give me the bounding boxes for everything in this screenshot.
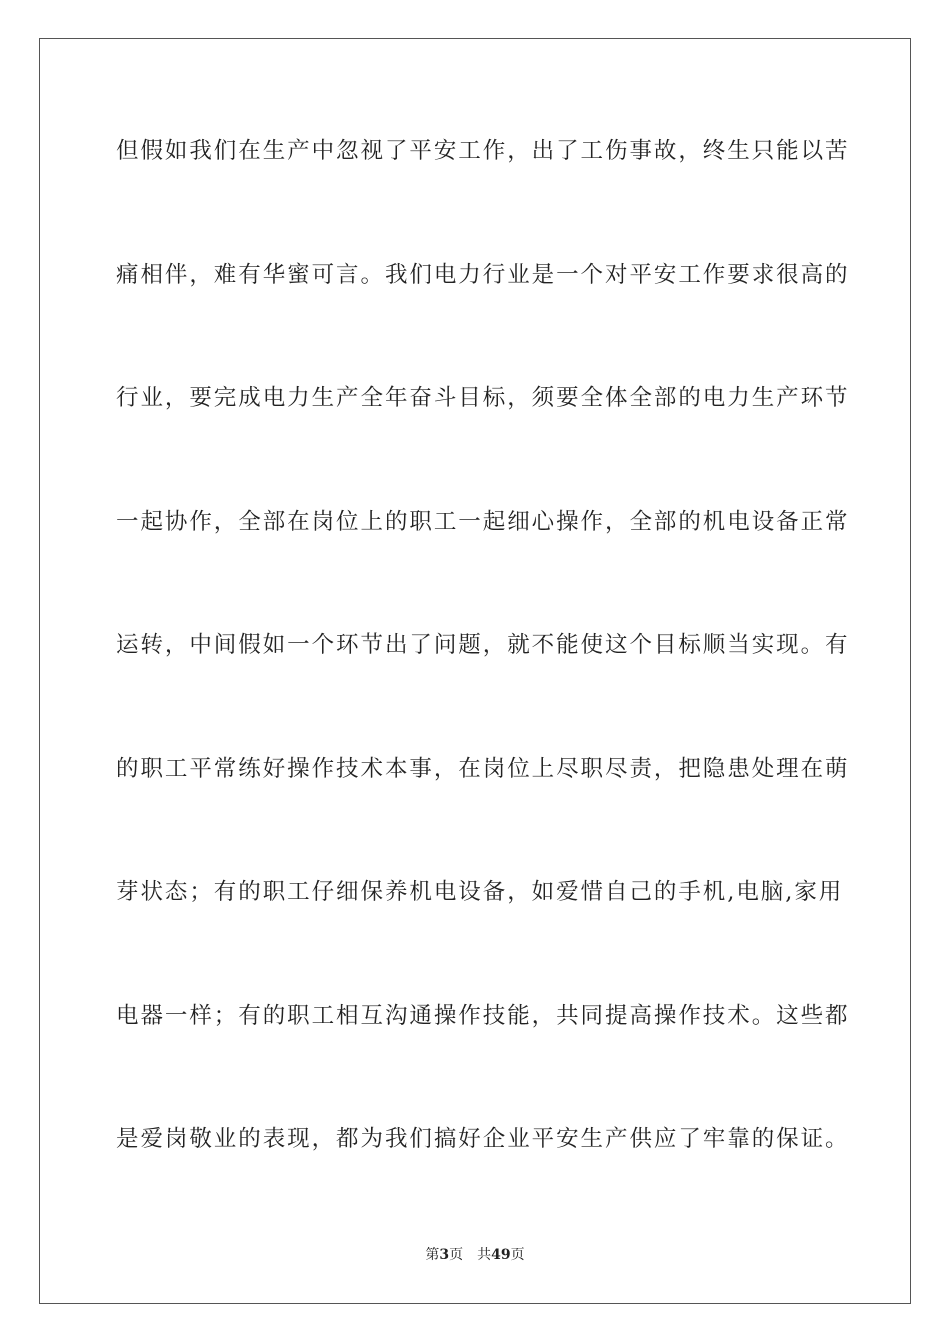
total-suffix: 页 — [510, 1247, 525, 1263]
page-suffix: 页 — [449, 1247, 464, 1263]
text-line: 痛相伴，难有华蜜可言。我们电力行业是一个对平安工作要求很高的 — [116, 261, 850, 288]
page-footer — [0, 1245, 950, 1265]
page-prefix: 第 — [425, 1247, 440, 1263]
page-number: 3 — [439, 1247, 450, 1263]
document-body — [116, 126, 850, 1238]
total-prefix: 共 — [477, 1247, 492, 1263]
text-line: 是爱岗敬业的表现，都为我们搞好企业平安生产供应了牢靠的保证。 — [116, 1126, 850, 1152]
text-line: 芽状态；有的职工仔细保养机电设备，如爱惜自己的手机,电脑,家用 — [116, 879, 844, 905]
text-line: 的职工平常练好操作技术本事，在岗位上尽职尽责，把隐患处理在萌 — [116, 755, 850, 782]
text-line: 运转，中间假如一个环节出了问题，就不能使这个目标顺当实现。有 — [116, 632, 850, 658]
text-line: 行业，要完成电力生产全年奋斗目标，须要全体全部的电力生产环节 — [116, 385, 850, 411]
total-pages: 49 — [491, 1247, 511, 1263]
text-line: 电器一样；有的职工相互沟通操作技能，共同提高操作技术。这些都 — [116, 1002, 850, 1029]
text-line: 一起协作，全部在岗位上的职工一起细心操作，全部的机电设备正常 — [116, 508, 850, 535]
text-line: 但假如我们在生产中忽视了平安工作，出了工伤事故，终生只能以苦 — [116, 138, 850, 164]
